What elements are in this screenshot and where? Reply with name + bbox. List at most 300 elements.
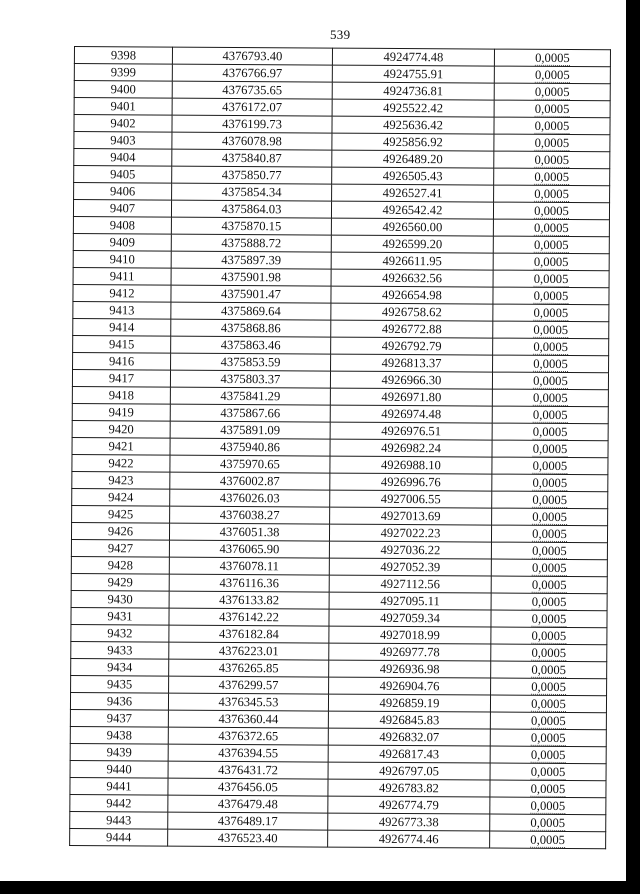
y-coordinate-text: 4926971.80	[381, 389, 442, 405]
point-number-text: 9421	[108, 439, 134, 454]
x-coordinate-text: 4375891.09	[220, 422, 281, 438]
accuracy-text: 0,0005	[530, 747, 566, 763]
y-coordinate-cell	[331, 218, 493, 236]
x-coordinate-cell	[169, 574, 329, 592]
point-number-cell	[74, 115, 172, 133]
y-coordinate-cell	[331, 354, 493, 372]
x-coordinate-text: 4376142.22	[219, 609, 279, 625]
accuracy-text: 0,0005	[532, 526, 567, 542]
point-number-text: 9428	[107, 558, 133, 573]
accuracy-text: 0,0005	[531, 679, 566, 695]
y-coordinate-cell	[332, 99, 494, 117]
x-coordinate-cell	[171, 217, 331, 235]
y-coordinate-text: 4926489.20	[382, 151, 443, 167]
x-coordinate-text: 4376360.44	[218, 711, 279, 727]
accuracy-text: 0,0005	[534, 84, 570, 100]
accuracy-text: 0,0005	[531, 645, 567, 661]
x-coordinate-cell	[172, 98, 332, 116]
y-coordinate-text: 4926783.82	[379, 780, 439, 796]
x-coordinate-cell	[172, 183, 332, 201]
accuracy-text: 0,0005	[532, 424, 568, 440]
x-coordinate-cell	[170, 370, 330, 388]
point-number-cell	[73, 352, 171, 370]
point-number-text: 9443	[106, 813, 132, 828]
accuracy-cell	[491, 661, 607, 679]
accuracy-text: 0,0005	[534, 203, 569, 219]
scan-border-bottom	[0, 881, 640, 894]
accuracy-text: 0,0005	[533, 373, 568, 389]
x-coordinate-text: 4376479.48	[217, 796, 278, 812]
x-coordinate-cell	[170, 438, 330, 456]
y-coordinate-cell	[332, 133, 494, 151]
x-coordinate-cell	[171, 251, 331, 269]
y-coordinate-cell	[329, 575, 491, 593]
accuracy-text: 0,0005	[533, 254, 569, 270]
accuracy-text: 0,0005	[530, 815, 566, 831]
y-coordinate-text: 4926792.79	[381, 338, 442, 354]
x-coordinate-cell	[171, 234, 331, 252]
x-coordinate-cell	[168, 727, 328, 745]
accuracy-cell	[494, 185, 610, 203]
y-coordinate-text: 4926817.43	[379, 746, 440, 762]
y-coordinate-text: 4926654.98	[382, 287, 442, 303]
x-coordinate-text: 4376078.98	[221, 133, 282, 149]
accuracy-cell	[491, 644, 607, 662]
x-coordinate-cell	[170, 455, 330, 473]
x-coordinate-text: 4375888.72	[221, 235, 282, 251]
accuracy-cell	[493, 236, 609, 254]
y-coordinate-text: 4926996.76	[380, 474, 441, 490]
accuracy-text: 0,0005	[533, 356, 568, 372]
x-coordinate-cell	[171, 336, 331, 354]
x-coordinate-text: 4376002.87	[219, 473, 280, 489]
accuracy-cell	[490, 814, 606, 832]
point-number-cell	[74, 183, 172, 201]
point-number-cell	[74, 64, 172, 82]
accuracy-cell	[492, 440, 608, 458]
accuracy-cell	[493, 355, 609, 373]
x-coordinate-text: 4376078.11	[219, 558, 280, 574]
accuracy-text: 0,0005	[530, 832, 566, 848]
y-coordinate-text: 4924774.48	[383, 49, 444, 65]
x-coordinate-cell	[169, 608, 329, 626]
y-coordinate-cell	[329, 643, 491, 661]
accuracy-cell	[491, 610, 607, 628]
point-number-cell	[72, 386, 170, 404]
y-coordinate-text: 4926774.79	[378, 797, 439, 813]
accuracy-cell	[490, 780, 606, 798]
x-coordinate-cell	[172, 132, 332, 150]
x-coordinate-text: 4375803.37	[220, 371, 281, 387]
accuracy-cell	[492, 474, 608, 492]
x-coordinate-cell	[169, 625, 329, 643]
y-coordinate-cell	[329, 677, 491, 695]
x-coordinate-text: 4376116.36	[219, 575, 279, 591]
accuracy-cell	[490, 763, 606, 781]
y-coordinate-text: 4926773.38	[378, 814, 439, 830]
y-coordinate-text: 4926505.43	[382, 168, 443, 184]
x-coordinate-text: 4376051.38	[219, 524, 280, 540]
accuracy-cell	[491, 559, 607, 577]
x-coordinate-text: 4376735.65	[222, 82, 283, 98]
point-number-text: 9425	[108, 507, 134, 522]
y-coordinate-cell	[328, 745, 490, 763]
accuracy-cell	[491, 593, 607, 611]
accuracy-text: 0,0005	[531, 594, 567, 610]
point-number-text: 9414	[109, 320, 135, 335]
point-number-text: 9435	[106, 677, 133, 692]
accuracy-text: 0,0005	[531, 662, 567, 678]
y-coordinate-cell	[329, 626, 491, 644]
point-number-cell	[72, 505, 170, 523]
point-number-cell	[70, 743, 168, 761]
point-number-text: 9402	[110, 116, 136, 131]
accuracy-cell	[493, 202, 609, 220]
x-coordinate-text: 4375853.59	[220, 354, 281, 370]
point-number-cell	[72, 369, 170, 387]
x-coordinate-text: 4376172.07	[222, 99, 283, 115]
y-coordinate-text: 4926936.98	[379, 661, 440, 677]
y-coordinate-text: 4926845.83	[379, 712, 440, 728]
point-number-text: 9410	[109, 252, 135, 267]
point-number-cell	[71, 539, 169, 557]
accuracy-text: 0,0005	[532, 543, 567, 559]
accuracy-text: 0,0005	[533, 288, 569, 304]
x-coordinate-text: 4375840.87	[221, 150, 282, 166]
y-coordinate-cell	[328, 779, 490, 797]
accuracy-text: 0,0005	[534, 186, 569, 202]
y-coordinate-text: 4927052.39	[380, 559, 441, 575]
point-number-cell	[70, 692, 168, 710]
accuracy-text: 0,0005	[530, 764, 566, 780]
y-coordinate-cell	[332, 167, 494, 185]
y-coordinate-text: 4926904.76	[379, 678, 440, 694]
y-coordinate-text: 4926542.42	[382, 202, 443, 218]
x-coordinate-text: 4376223.01	[218, 643, 279, 659]
point-number-text: 9433	[107, 643, 133, 658]
accuracy-cell	[494, 49, 610, 67]
point-number-cell	[72, 403, 170, 421]
accuracy-text: 0,0005	[532, 407, 568, 423]
x-coordinate-cell	[169, 540, 329, 558]
point-number-text: 9418	[108, 388, 135, 403]
point-number-text: 9412	[109, 286, 135, 301]
x-coordinate-cell	[171, 200, 331, 218]
accuracy-cell	[492, 406, 608, 424]
accuracy-text: 0,0005	[533, 339, 569, 355]
x-coordinate-cell	[172, 149, 332, 167]
point-number-cell	[73, 284, 171, 302]
accuracy-cell	[490, 695, 606, 713]
x-coordinate-text: 4376793.40	[222, 48, 283, 64]
y-coordinate-cell	[332, 82, 494, 100]
point-number-cell	[70, 828, 168, 846]
point-number-cell	[73, 233, 171, 251]
table-row	[70, 828, 606, 848]
x-coordinate-text: 4376299.57	[218, 677, 279, 693]
accuracy-cell	[491, 627, 607, 645]
accuracy-text: 0,0005	[533, 271, 569, 287]
point-number-cell	[73, 267, 171, 285]
point-number-cell	[71, 607, 169, 625]
accuracy-cell	[494, 66, 610, 84]
y-coordinate-text: 4926611.95	[382, 253, 442, 269]
x-coordinate-cell	[172, 81, 332, 99]
y-coordinate-text: 4926560.00	[382, 219, 443, 235]
x-coordinate-text: 4375864.03	[221, 201, 282, 217]
x-coordinate-cell	[169, 676, 329, 694]
point-number-text: 9444	[106, 830, 132, 845]
point-number-text: 9441	[106, 779, 132, 794]
y-coordinate-text: 4926527.41	[382, 185, 443, 201]
x-coordinate-cell	[170, 506, 330, 524]
accuracy-cell	[490, 746, 606, 764]
y-coordinate-cell	[331, 286, 493, 304]
y-coordinate-text: 4926772.88	[381, 321, 442, 337]
y-coordinate-cell	[329, 592, 491, 610]
y-coordinate-cell	[331, 235, 493, 253]
y-coordinate-text: 4926758.62	[381, 304, 442, 320]
point-number-text: 9417	[108, 371, 135, 386]
x-coordinate-cell	[172, 115, 332, 133]
point-number-text: 9423	[108, 473, 134, 488]
point-number-cell	[71, 641, 169, 659]
y-coordinate-text: 4926832.07	[379, 729, 440, 745]
x-coordinate-text: 4375901.47	[221, 286, 281, 302]
point-number-text: 9437	[106, 711, 133, 726]
x-coordinate-text: 4375869.64	[220, 303, 281, 319]
y-coordinate-text: 4926982.24	[381, 440, 441, 456]
y-coordinate-cell	[328, 830, 490, 848]
x-coordinate-cell	[170, 472, 330, 490]
accuracy-text: 0,0005	[530, 781, 566, 797]
accuracy-text: 0,0005	[532, 390, 568, 406]
x-coordinate-cell	[170, 387, 330, 405]
point-number-cell	[72, 420, 170, 438]
point-number-text: 9406	[109, 184, 136, 199]
x-coordinate-cell	[171, 268, 331, 286]
y-coordinate-cell	[331, 303, 493, 321]
y-coordinate-text: 4926632.56	[382, 270, 443, 286]
y-coordinate-text: 4926977.78	[379, 644, 440, 660]
accuracy-cell	[493, 253, 609, 271]
accuracy-text: 0,0005	[531, 713, 566, 729]
x-coordinate-text: 4376489.17	[217, 813, 278, 829]
point-number-text: 9438	[106, 728, 132, 743]
x-coordinate-text: 4376265.85	[218, 660, 279, 676]
accuracy-text: 0,0005	[534, 135, 570, 151]
y-coordinate-cell	[331, 201, 493, 219]
y-coordinate-text: 4927112.56	[380, 576, 440, 592]
y-coordinate-cell	[329, 660, 491, 678]
x-coordinate-text: 4375868.86	[220, 320, 281, 336]
x-coordinate-cell	[168, 744, 328, 762]
x-coordinate-text: 4376456.05	[218, 779, 278, 795]
point-number-text: 9411	[109, 269, 135, 284]
accuracy-cell	[491, 678, 607, 696]
point-number-cell	[71, 556, 169, 574]
x-coordinate-text: 4375870.15	[221, 218, 282, 234]
x-coordinate-text: 4376038.27	[219, 507, 280, 523]
point-number-cell	[74, 166, 172, 184]
point-number-text: 9407	[109, 201, 136, 216]
accuracy-cell	[493, 287, 609, 305]
accuracy-text: 0,0005	[532, 509, 567, 525]
point-number-text: 9398	[110, 48, 137, 63]
x-coordinate-cell	[168, 778, 328, 796]
accuracy-text: 0,0005	[530, 730, 566, 746]
point-number-cell	[74, 81, 172, 99]
y-coordinate-cell	[328, 796, 490, 814]
y-coordinate-text: 4926797.05	[379, 763, 440, 779]
x-coordinate-cell	[168, 812, 328, 830]
x-coordinate-text: 4376182.84	[218, 626, 279, 642]
point-number-cell	[71, 624, 169, 642]
accuracy-cell	[493, 219, 609, 237]
scan-border-right	[626, 0, 640, 894]
accuracy-text: 0,0005	[534, 101, 570, 117]
x-coordinate-text: 4376065.90	[219, 541, 280, 557]
point-number-text: 9432	[107, 626, 133, 641]
accuracy-text: 0,0005	[534, 169, 570, 185]
x-coordinate-text: 4375841.29	[220, 388, 281, 404]
point-number-text: 9416	[108, 354, 135, 369]
accuracy-text: 0,0005	[531, 577, 567, 593]
x-coordinate-text: 4376345.53	[218, 694, 279, 710]
accuracy-cell	[490, 797, 606, 815]
accuracy-text: 0,0005	[531, 696, 566, 712]
y-coordinate-cell	[330, 439, 492, 457]
x-coordinate-cell	[172, 166, 332, 184]
point-number-text: 9440	[106, 762, 132, 777]
point-number-text: 9419	[108, 405, 134, 420]
accuracy-text: 0,0005	[531, 611, 567, 627]
point-number-text: 9405	[110, 167, 136, 182]
accuracy-cell	[494, 134, 610, 152]
x-coordinate-cell	[168, 829, 328, 847]
point-number-text: 9422	[108, 456, 134, 471]
x-coordinate-cell	[171, 285, 331, 303]
y-coordinate-cell	[330, 507, 492, 525]
accuracy-text: 0,0005	[532, 441, 568, 457]
y-coordinate-text: 4927095.11	[380, 593, 440, 609]
x-coordinate-cell	[168, 795, 328, 813]
accuracy-cell	[494, 168, 610, 186]
accuracy-cell	[492, 457, 608, 475]
y-coordinate-text: 4927018.99	[379, 627, 440, 643]
y-coordinate-text: 4926859.19	[379, 695, 440, 711]
y-coordinate-cell	[329, 524, 491, 542]
y-coordinate-cell	[329, 558, 491, 576]
point-number-text: 9430	[107, 592, 133, 607]
point-number-cell	[70, 777, 168, 795]
accuracy-text: 0,0005	[533, 237, 569, 253]
y-coordinate-text: 4926988.10	[380, 457, 441, 473]
accuracy-cell	[492, 372, 608, 390]
point-number-cell	[70, 709, 168, 727]
accuracy-cell	[492, 389, 608, 407]
accuracy-text: 0,0005	[533, 322, 569, 338]
x-coordinate-text: 4375867.66	[220, 405, 281, 421]
y-coordinate-cell	[331, 320, 493, 338]
y-coordinate-cell	[328, 762, 490, 780]
y-coordinate-cell	[330, 473, 492, 491]
x-coordinate-cell	[170, 421, 330, 439]
y-coordinate-cell	[330, 371, 492, 389]
point-number-cell	[73, 318, 171, 336]
x-coordinate-text: 4376199.73	[222, 116, 282, 132]
x-coordinate-text: 4375863.46	[220, 337, 281, 353]
y-coordinate-text: 4926974.48	[381, 406, 442, 422]
point-number-text: 9442	[106, 796, 132, 811]
x-coordinate-text: 4376431.72	[218, 762, 279, 778]
y-coordinate-cell	[328, 728, 490, 746]
y-coordinate-cell	[328, 813, 490, 831]
point-number-text: 9403	[110, 133, 136, 148]
x-coordinate-text: 4376766.97	[222, 65, 283, 81]
accuracy-cell	[494, 117, 610, 135]
y-coordinate-text: 4925856.92	[382, 134, 443, 150]
accuracy-cell	[491, 576, 607, 594]
x-coordinate-text: 4375970.65	[219, 456, 280, 472]
x-coordinate-text: 4376523.40	[217, 830, 278, 846]
accuracy-text: 0,0005	[534, 152, 570, 168]
x-coordinate-cell	[170, 404, 330, 422]
y-coordinate-text: 4924736.81	[383, 83, 444, 99]
accuracy-text: 0,0005	[532, 492, 568, 508]
accuracy-text: 0,0005	[531, 628, 567, 644]
y-coordinate-cell	[330, 490, 492, 508]
coordinates-table	[69, 46, 611, 849]
x-coordinate-text: 4376133.82	[219, 592, 280, 608]
point-number-cell	[73, 200, 171, 218]
x-coordinate-cell	[170, 489, 330, 507]
point-number-cell	[70, 794, 168, 812]
x-coordinate-text: 4376394.55	[218, 745, 279, 761]
point-number-cell	[74, 149, 172, 167]
point-number-cell	[72, 488, 170, 506]
coordinates-table-body	[70, 47, 611, 849]
accuracy-cell	[494, 151, 610, 169]
point-number-text: 9401	[110, 99, 136, 114]
accuracy-cell	[492, 508, 608, 526]
point-number-cell	[74, 132, 172, 150]
accuracy-text: 0,0005	[535, 50, 570, 66]
x-coordinate-cell	[168, 693, 328, 711]
point-number-text: 9400	[110, 82, 136, 97]
page-number: 539	[330, 27, 351, 42]
x-coordinate-cell	[168, 761, 328, 779]
x-coordinate-cell	[172, 64, 332, 82]
point-number-text: 9434	[107, 660, 133, 675]
accuracy-cell	[491, 542, 607, 560]
point-number-text: 9427	[107, 541, 134, 556]
x-coordinate-text: 4375940.86	[220, 439, 281, 455]
y-coordinate-cell	[332, 65, 494, 83]
accuracy-cell	[493, 338, 609, 356]
x-coordinate-cell	[168, 710, 328, 728]
accuracy-cell	[494, 100, 610, 118]
y-coordinate-text: 4926774.46	[378, 831, 439, 847]
accuracy-text: 0,0005	[534, 220, 569, 236]
x-coordinate-cell	[169, 523, 329, 541]
y-coordinate-cell	[331, 269, 493, 287]
point-number-text: 9429	[107, 575, 133, 590]
x-coordinate-text: 4375901.98	[221, 269, 282, 285]
accuracy-cell	[492, 423, 608, 441]
point-number-cell	[71, 658, 169, 676]
accuracy-text: 0,0005	[534, 118, 570, 134]
